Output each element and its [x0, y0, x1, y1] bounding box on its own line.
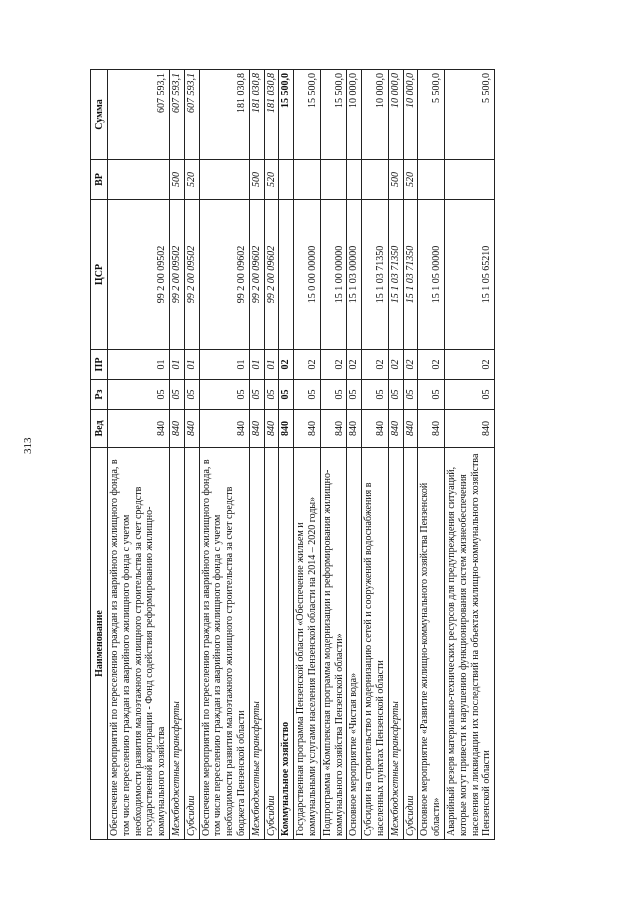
cell-rz: 05 — [444, 380, 494, 410]
cell-ved: 840 — [403, 410, 418, 448]
cell-pr: 02 — [320, 350, 347, 380]
cell-rz: 05 — [249, 380, 264, 410]
cell-pr: 01 — [249, 350, 264, 380]
table-row — [169, 70, 184, 840]
cell-csr: 15 0 00 00000 — [294, 200, 321, 350]
cell-csr — [279, 200, 294, 350]
cell-pr: 02 — [388, 350, 403, 380]
cell-pr: 02 — [347, 350, 362, 380]
cell-name: Межбюджетные трансферты — [249, 448, 264, 840]
cell-ved: 840 — [108, 410, 170, 448]
cell-rz: 05 — [264, 380, 279, 410]
cell-sum: 5 500,0 — [418, 70, 445, 160]
cell-ved: 840 — [264, 410, 279, 448]
cell-sum: 181 030,8 — [199, 70, 249, 160]
cell-pr: 02 — [418, 350, 445, 380]
cell-ved: 840 — [279, 410, 294, 448]
cell-vr — [279, 160, 294, 200]
cell-name: Аварийный резерв материально-технических ресурсов для предупреждения ситуаций, которые могут привести к нарушению функционирования систем жизнеобеспечения населения и ликвидации их последствий на объектах жилищно-коммунального хозяйства Пензенской области — [444, 448, 494, 840]
cell-vr: 500 — [169, 160, 184, 200]
cell-csr: 15 1 00 00000 — [320, 200, 347, 350]
cell-sum: 15 500,0 — [320, 70, 347, 160]
cell-csr: 15 1 05 00000 — [418, 200, 445, 350]
table-row — [388, 70, 403, 840]
cell-ved: 840 — [320, 410, 347, 448]
cell-vr — [320, 160, 347, 200]
cell-ved: 840 — [347, 410, 362, 448]
budget-table — [90, 69, 495, 840]
cell-pr: 01 — [199, 350, 249, 380]
cell-ved: 840 — [388, 410, 403, 448]
cell-rz: 05 — [199, 380, 249, 410]
cell-name: Субсидии — [403, 448, 418, 840]
cell-ved: 840 — [362, 410, 389, 448]
cell-pr: 02 — [444, 350, 494, 380]
cell-vr — [108, 160, 170, 200]
cell-ved: 840 — [249, 410, 264, 448]
cell-csr: 99 2 00 09602 — [264, 200, 279, 350]
cell-pr: 02 — [294, 350, 321, 380]
table-row — [418, 70, 445, 840]
cell-pr: 01 — [169, 350, 184, 380]
cell-vr — [294, 160, 321, 200]
table-row — [362, 70, 389, 840]
table-row — [264, 70, 279, 840]
cell-rz: 05 — [418, 380, 445, 410]
cell-vr — [418, 160, 445, 200]
cell-sum: 15 500,0 — [294, 70, 321, 160]
cell-csr: 15 1 03 71350 — [388, 200, 403, 350]
cell-ved: 840 — [294, 410, 321, 448]
cell-rz: 05 — [362, 380, 389, 410]
table-row — [249, 70, 264, 840]
cell-ved: 840 — [444, 410, 494, 448]
cell-rz: 05 — [184, 380, 199, 410]
cell-csr: 99 2 00 09502 — [108, 200, 170, 350]
cell-pr: 01 — [264, 350, 279, 380]
col-header-csr: ЦСР — [91, 200, 108, 350]
table-row — [108, 70, 170, 840]
cell-csr: 99 2 00 09502 — [184, 200, 199, 350]
cell-name: Государственная программа Пензенской области «Обеспечение жильем и коммунальными услугами населения Пензенской области на 2014 – 2020 годы» — [294, 448, 321, 840]
cell-vr — [444, 160, 494, 200]
cell-vr — [362, 160, 389, 200]
table-header — [91, 70, 108, 840]
cell-vr: 520 — [184, 160, 199, 200]
cell-pr: 02 — [362, 350, 389, 380]
page-number: 313 — [22, 437, 34, 454]
cell-rz: 05 — [403, 380, 418, 410]
table-row — [199, 70, 249, 840]
cell-pr: 02 — [279, 350, 294, 380]
cell-sum: 10 000,0 — [347, 70, 362, 160]
cell-csr: 15 1 03 71350 — [403, 200, 418, 350]
cell-ved: 840 — [199, 410, 249, 448]
cell-csr: 99 2 00 09602 — [199, 200, 249, 350]
cell-sum: 15 500,0 — [279, 70, 294, 160]
cell-name: Межбюджетные трансферты — [169, 448, 184, 840]
cell-rz: 05 — [320, 380, 347, 410]
cell-vr: 520 — [403, 160, 418, 200]
col-header-sum: Сумма — [91, 70, 108, 160]
cell-rz: 05 — [108, 380, 170, 410]
cell-sum: 10 000,0 — [388, 70, 403, 160]
cell-name: Обеспечение мероприятий по переселению граждан из аварийного жилищного фонда, в том числе переселению граждан из аварийного жилищного фонда с учетом необходимости развития малоэтажного жилищного строительства за счет средств бюджета Пензенской области — [199, 448, 249, 840]
col-header-vr: ВР — [91, 160, 108, 200]
cell-ved: 840 — [418, 410, 445, 448]
table-row — [279, 70, 294, 840]
table-body — [108, 70, 495, 840]
table-row — [294, 70, 321, 840]
cell-name: Подпрограмма «Комплексная программа модернизации и реформирования жилищно-коммунального хозяйства Пензенской области» — [320, 448, 347, 840]
cell-name: Межбюджетные трансферты — [388, 448, 403, 840]
cell-csr: 99 2 00 09502 — [169, 200, 184, 350]
cell-vr: 520 — [264, 160, 279, 200]
cell-name: Субсидии — [264, 448, 279, 840]
cell-sum: 607 593,1 — [108, 70, 170, 160]
cell-name: Коммунальное хозяйство — [279, 448, 294, 840]
col-header-ved: Вед — [91, 410, 108, 448]
cell-csr: 15 1 03 00000 — [347, 200, 362, 350]
cell-rz: 05 — [279, 380, 294, 410]
cell-vr — [347, 160, 362, 200]
cell-sum: 181 030,8 — [249, 70, 264, 160]
cell-sum: 5 500,0 — [444, 70, 494, 160]
cell-name: Основное мероприятие «Чистая вода» — [347, 448, 362, 840]
cell-name: Основное мероприятие «Развитие жилищно-коммунального хозяйства Пензенской области» — [418, 448, 445, 840]
cell-rz: 05 — [347, 380, 362, 410]
cell-ved: 840 — [184, 410, 199, 448]
col-header-pr: ПР — [91, 350, 108, 380]
cell-pr: 02 — [403, 350, 418, 380]
cell-name: Субсидии на строительство и модернизацию сетей и сооружений водоснабжения в населенных пунктах Пензенской области — [362, 448, 389, 840]
cell-rz: 05 — [169, 380, 184, 410]
cell-sum: 10 000,0 — [362, 70, 389, 160]
cell-name: Обеспечение мероприятий по переселению граждан из аварийного жилищного фонда, в том числе переселению граждан из аварийного жилищного фонда с учетом необходимости развития малоэтажного жилищного строительства за счет средств государственной корпорации - Фонд содействия реформированию жилищно-коммунального хозяйства — [108, 448, 170, 840]
table-row — [403, 70, 418, 840]
cell-rz: 05 — [294, 380, 321, 410]
table-row — [347, 70, 362, 840]
cell-ved: 840 — [169, 410, 184, 448]
cell-name: Субсидии — [184, 448, 199, 840]
cell-pr: 01 — [184, 350, 199, 380]
table-row — [444, 70, 494, 840]
table-row — [184, 70, 199, 840]
cell-vr: 500 — [249, 160, 264, 200]
cell-sum: 607 593,1 — [184, 70, 199, 160]
cell-rz: 05 — [388, 380, 403, 410]
cell-sum: 607 593,1 — [169, 70, 184, 160]
cell-csr: 99 2 00 09602 — [249, 200, 264, 350]
col-header-rz: Рз — [91, 380, 108, 410]
cell-csr: 15 1 03 71350 — [362, 200, 389, 350]
col-header-name: Наименование — [91, 448, 108, 840]
budget-table-rotated — [90, 70, 545, 840]
table-row — [320, 70, 347, 840]
cell-sum: 181 030,8 — [264, 70, 279, 160]
cell-pr: 01 — [108, 350, 170, 380]
cell-vr: 500 — [388, 160, 403, 200]
cell-csr: 15 1 05 65210 — [444, 200, 494, 350]
cell-vr — [199, 160, 249, 200]
cell-sum: 10 000,0 — [403, 70, 418, 160]
